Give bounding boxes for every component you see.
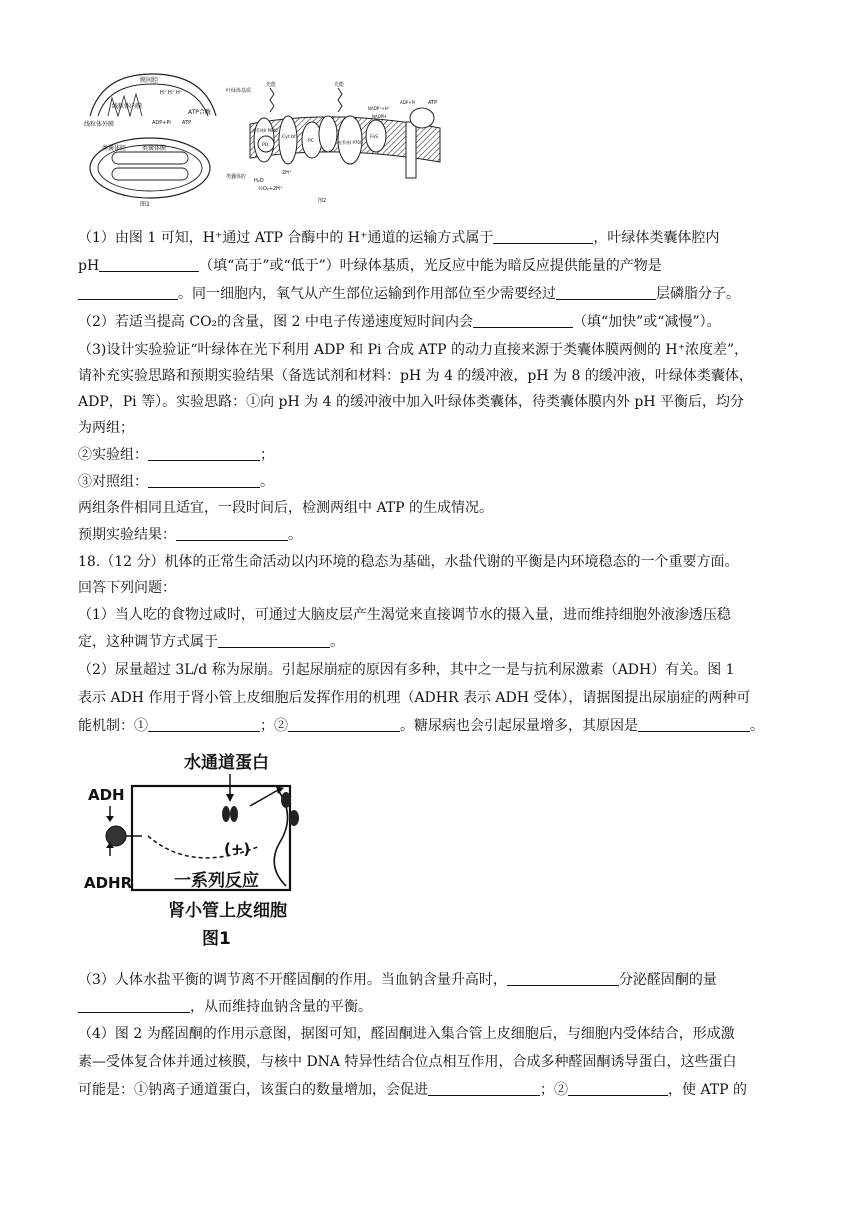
fig1-inner-membrane-label: 线粒体内膜 xyxy=(112,103,143,110)
fig1-thylakoid-membrane-label: 类囊体膜 xyxy=(142,145,167,152)
answer-blank[interactable] xyxy=(148,717,260,732)
fig1-adp-label: ADP+Pi xyxy=(152,120,171,126)
fig2-pc-label: PC xyxy=(308,139,314,144)
answer-blank[interactable] xyxy=(148,446,260,461)
q17-line-6: 请补充实验思路和预期实验结果（备选试剂和材料：pH 为 4 的缓冲液，pH 为 8 的缓冲液，叶绿体类囊体， xyxy=(78,368,753,384)
q17-line-5: （3)设计实验验证“叶绿体在光下利用 ADP 和 Pi 合成 ATP 的动力直接来源于类囊体膜两侧的 H⁺浓度差”， xyxy=(78,342,749,358)
fig3-reactions-label: 一系列反应 xyxy=(174,871,259,891)
q17-line-2: pH （填“高于”或“低于”）叶绿体基质，光反应中能为暗反应提供能量的产物是 xyxy=(78,258,662,274)
q17-line-1: （1）由图 1 可知，H⁺通过 ATP 合酶中的 H⁺通道的运输方式属于 ，叶绿体类囊体腔内 xyxy=(78,230,720,246)
q17-line-10: ③对照组： 。 xyxy=(78,474,274,490)
q18-line-1: 18.（12 分）机体的正常生命活动以内环境的稳态为基础，水盐代谢的平衡是内环境稳态的一个重要方面。 xyxy=(78,554,739,570)
fig2-lumen-label: 类囊体腔 xyxy=(226,174,247,180)
q18-line-8: （3）人体水盐平衡的调节离不开醛固酮的作用。当血钠含量升高时， 分泌醛固酮的量 xyxy=(78,972,717,988)
q18-line-3: （1）当人吃的食物过咸时，可通过大脑皮层产生渴觉来直接调节水的摄入量，进而维持细胞外液渗透压稳 xyxy=(78,607,731,623)
fig2-2h-label: 2H⁺ xyxy=(282,170,292,176)
fig3-water-channel-label: 水通道蛋白 xyxy=(184,753,269,773)
fig3-cell-label: 肾小管上皮细胞 xyxy=(168,901,287,921)
fig1-intermembrane-label: 膜间腔 xyxy=(140,77,159,84)
figure-2-thylakoid-membrane xyxy=(226,78,448,206)
answer-blank[interactable] xyxy=(493,229,593,244)
fig1-atp-label: ATP xyxy=(182,120,192,126)
fig2-light2-label: 光能 xyxy=(334,82,345,88)
q18-line-12: 可能是：①钠离子通道蛋白，该蛋白的数量增加，会促进 ；② ，使 ATP 的 xyxy=(78,1082,748,1098)
fig2-caption: 图2 xyxy=(318,198,327,204)
answer-blank[interactable] xyxy=(638,717,750,732)
figure-adh-mechanism xyxy=(82,746,314,950)
fig2-o2-label: ½O₂+2H⁺ xyxy=(258,186,283,192)
answer-blank[interactable] xyxy=(428,1081,540,1096)
fig1-caption: 图1 xyxy=(140,201,150,208)
fig3-adh-label: ADH xyxy=(88,786,125,804)
q17-line-9: ②实验组： ； xyxy=(78,447,274,463)
answer-blank[interactable] xyxy=(78,285,178,300)
fig2-atp-label: ATP xyxy=(428,100,438,106)
fig2-stroma-label: 叶绿体基质 xyxy=(226,88,252,94)
q18-line-9: ，从而维持血钠含量的平衡。 xyxy=(78,997,784,1017)
answer-blank[interactable] xyxy=(148,473,260,488)
fig2-h2o-label: H₂O xyxy=(254,178,264,184)
answer-blank[interactable] xyxy=(99,257,199,272)
answer-blank[interactable] xyxy=(473,313,573,328)
fig1-outer-membrane-label: 线粒体外膜 xyxy=(84,121,115,128)
q18-line-10: （4）图 2 为醛固酮的作用示意图，据图可知，醛固酮进入集合管上皮细胞后，与细胞内受体结合，形成激 xyxy=(78,1026,735,1042)
fig2-nadp-label: NADP⁺+H⁺ xyxy=(368,106,390,111)
answer-blank[interactable] xyxy=(176,526,288,541)
fig3-plus-label: (+) xyxy=(224,840,251,858)
fig2-adp-label: ADP+Pi xyxy=(400,100,416,105)
answer-blank[interactable] xyxy=(288,717,400,732)
q17-line-3: 。同一细胞内，氧气从产生部位运输到作用部位至少需要经过 层磷脂分子。 xyxy=(78,284,784,304)
q18-line-11: 素—受体复合体并通过核膜，与核中 DNA 特异性结合位点相互作用，合成多种醛固酮诱导蛋白，这些蛋白 xyxy=(78,1054,737,1070)
fig1-h-labels: H⁺ H⁺ H⁺ xyxy=(160,90,183,96)
q18-line-5: （2）尿量超过 3L/d 称为尿崩。引起尿崩症的原因有多种，其中之一是与抗利尿激素（ADH）有关。图 1 xyxy=(78,662,735,678)
answer-blank[interactable] xyxy=(78,998,190,1013)
fig3-caption: 图1 xyxy=(202,929,231,949)
q18-line-4: 定，这种调节方式属于 。 xyxy=(78,634,344,650)
fig2-cyt-label: Cyt bf xyxy=(282,135,296,140)
fig2-light1-label: 光能 xyxy=(266,82,277,88)
q17-line-12: 预期实验结果： 。 xyxy=(78,527,302,543)
fig2-psi-label: 光系统I P700 xyxy=(338,140,363,145)
fig2-nadph-label: NADPH xyxy=(372,114,387,119)
fig2-pq-label: PQ xyxy=(262,143,269,148)
fig1-atp-synthase-label: ATP合酶 xyxy=(188,109,211,116)
fig2-fes-label: FeS xyxy=(370,135,378,140)
q18-line-2: 回答下列问题： xyxy=(78,580,176,596)
fig2-psii-label: 光系统II P680 xyxy=(252,128,278,133)
fig3-adhr-label: ADHR xyxy=(84,874,133,892)
answer-blank[interactable] xyxy=(556,285,656,300)
q17-line-11: 两组条件相同且适宜，一段时间后，检测两组中 ATP 的生成情况。 xyxy=(78,500,494,516)
answer-blank[interactable] xyxy=(218,633,330,648)
q18-line-6: 表示 ADH 作用于肾小管上皮细胞后发挥作用的机理（ADHR 表示 ADH 受体），请据图提出尿崩症的两种可 xyxy=(78,690,751,706)
q17-line-7: ADP，Pi 等）。实验思路：①向 pH 为 4 的缓冲液中加入叶绿体类囊体，待类囊体膜内外 pH 平衡后，均分 xyxy=(78,394,745,410)
q17-line-8: 为两组； xyxy=(78,420,134,436)
q17-line-4: （2）若适当提高 CO₂的含量，图 2 中电子传递速度短时间内会 （填“加快”或“减慢”）。 xyxy=(78,314,721,330)
answer-blank[interactable] xyxy=(507,971,619,986)
figure-1-organelles xyxy=(82,68,222,208)
fig1-thylakoid-label: 类囊体腔 xyxy=(102,145,127,152)
answer-blank[interactable] xyxy=(568,1081,668,1096)
q18-line-7: 能机制：① ；② 。糖尿病也会引起尿量增多，其原因是 。 xyxy=(78,718,764,734)
